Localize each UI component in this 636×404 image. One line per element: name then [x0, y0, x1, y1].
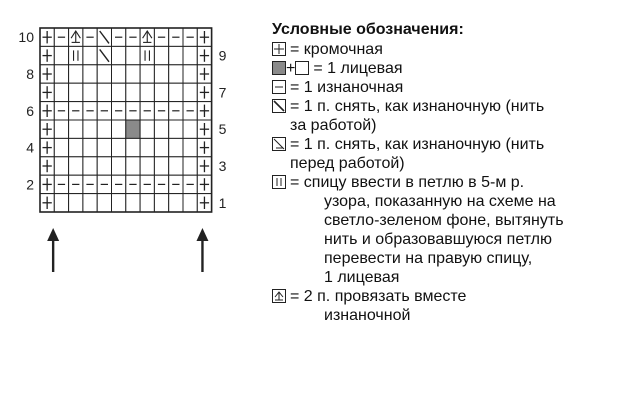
chart-cell: [197, 138, 211, 156]
chart-cell: [154, 194, 168, 212]
chart-cell: [154, 138, 168, 156]
chart-cell: [154, 175, 168, 193]
chart-cell: [83, 65, 97, 83]
chart-cell: [126, 175, 140, 193]
chart-cell: [183, 194, 197, 212]
chart-cell: [140, 120, 154, 138]
chart-cell: [197, 102, 211, 120]
chart-cell: [169, 138, 183, 156]
chart-cell: [126, 194, 140, 212]
chart-cell: [140, 102, 154, 120]
chart-cell: [197, 65, 211, 83]
chart-cell: [140, 28, 154, 46]
chart-cell: [183, 120, 197, 138]
row-number-left: 10: [18, 29, 34, 46]
chart-cell: [69, 65, 83, 83]
chart-cell: [40, 28, 54, 46]
legend-text: = кромочная: [290, 41, 383, 58]
chart-cell: [197, 28, 211, 46]
legend-text: узора, показанную на схеме на: [324, 193, 556, 210]
legend-item-k2tog: [272, 287, 632, 325]
chart-cell: [169, 102, 183, 120]
chart-cell: [169, 65, 183, 83]
chart-cell: [69, 175, 83, 193]
shaded-square-icon: [272, 61, 286, 75]
chart-cell: [183, 138, 197, 156]
legend-text: перевести на правую спицу,: [324, 250, 533, 267]
chart-cell: [83, 83, 97, 101]
chart-cell: [154, 46, 168, 64]
purl-icon: [272, 80, 286, 94]
empty-square-icon: [295, 61, 309, 75]
chart-cell: [197, 83, 211, 101]
chart-cell: [40, 175, 54, 193]
legend-text: = 1 п. снять, как изнаночную (нить: [290, 136, 545, 153]
legend-text: = 1 лицевая: [313, 60, 403, 77]
arrow-head-icon: [196, 228, 208, 241]
chart-cell: [54, 46, 68, 64]
legend-item-needle: [272, 173, 632, 287]
chart-cell: [97, 83, 111, 101]
chart-cell: [154, 157, 168, 175]
chart-cell: [183, 157, 197, 175]
chart-cell: [40, 102, 54, 120]
chart-cell: [54, 28, 68, 46]
chart-cell: [169, 120, 183, 138]
chart-cell: [83, 120, 97, 138]
chart-cell: [69, 157, 83, 175]
chart-cell: [40, 194, 54, 212]
row-number-right: 5: [218, 121, 227, 138]
chart-cell: [126, 83, 140, 101]
chart-cell: [112, 120, 126, 138]
chart-cell: [69, 46, 83, 64]
chart-cell: [126, 138, 140, 156]
legend-text: 1 лицевая: [324, 269, 400, 286]
row-number-left: 4: [26, 139, 34, 156]
chart-cell: [154, 28, 168, 46]
chart-cell: [40, 46, 54, 64]
row-number-left: 2: [26, 176, 34, 193]
chart-cell: [169, 194, 183, 212]
chart-cell: [97, 194, 111, 212]
chart-cell: [197, 175, 211, 193]
legend-item-slip-back: [272, 97, 632, 135]
knitting-chart: [0, 0, 270, 300]
chart-cell: [112, 46, 126, 64]
chart-cell: [69, 102, 83, 120]
chart-cell: [69, 83, 83, 101]
chart-cell: [83, 175, 97, 193]
legend-text: за работой): [290, 117, 377, 134]
chart-cell: [183, 175, 197, 193]
legend-text: изнаночной: [324, 307, 411, 324]
legend-text: нить и образовавшуюся петлю: [324, 231, 553, 248]
chart-cell: [69, 28, 83, 46]
chart-cell: [154, 102, 168, 120]
chart-cell: [126, 46, 140, 64]
chart-cell: [112, 83, 126, 101]
chart-cell: [97, 28, 111, 46]
legend-text: = 2 п. провязать вместе: [290, 288, 467, 305]
legend-item-knit: [272, 59, 632, 78]
chart-cell: [97, 157, 111, 175]
chart-cell: [126, 157, 140, 175]
chart-cell: [112, 138, 126, 156]
needle-insert-icon: [272, 175, 286, 189]
chart-cell: [97, 120, 111, 138]
chart-cell: [97, 102, 111, 120]
chart-cell: [40, 65, 54, 83]
chart-cell: [154, 83, 168, 101]
chart-cell: [183, 65, 197, 83]
edge-stitch-icon: [272, 42, 286, 56]
chart-cell: [183, 102, 197, 120]
chart-cell: [83, 28, 97, 46]
chart-cell: [40, 138, 54, 156]
chart-cell: [83, 194, 97, 212]
chart-cell: [97, 138, 111, 156]
chart-cell: [169, 157, 183, 175]
row-number-right: 1: [218, 194, 227, 211]
chart-cell: [54, 194, 68, 212]
row-number-right: 7: [218, 84, 227, 101]
chart-cell: [140, 157, 154, 175]
chart-cell: [69, 120, 83, 138]
chart-cell: [126, 65, 140, 83]
chart-cell: [54, 120, 68, 138]
chart-cell: [169, 83, 183, 101]
chart-cell: [197, 157, 211, 175]
legend-item-edge: [272, 40, 632, 59]
chart-cell: [83, 102, 97, 120]
chart-cell: [40, 157, 54, 175]
chart-cell: [197, 46, 211, 64]
chart-cell: [126, 28, 140, 46]
chart-cell: [183, 83, 197, 101]
chart-cell: [69, 138, 83, 156]
chart-cell: [140, 46, 154, 64]
chart-cell: [97, 175, 111, 193]
chart-cell: [40, 120, 54, 138]
k2tog-purl-icon: [272, 289, 286, 303]
slip-back-icon: [272, 99, 286, 113]
row-number-left: 6: [26, 102, 34, 119]
row-number-right: 3: [218, 158, 227, 174]
chart-cell: [112, 157, 126, 175]
chart-cell: [83, 157, 97, 175]
chart-cell: [169, 175, 183, 193]
chart-cell: [169, 46, 183, 64]
chart-cell: [140, 138, 154, 156]
chart-cell: [54, 83, 68, 101]
chart-cell: [83, 46, 97, 64]
chart-cell: [183, 28, 197, 46]
legend-text: перед работой): [290, 155, 405, 172]
chart-cell: [169, 28, 183, 46]
chart-cell: [83, 138, 97, 156]
chart-cell: [197, 120, 211, 138]
legend-item-slip-front: [272, 135, 632, 173]
legend-text: светло-зеленом фоне, вытянуть: [324, 212, 564, 229]
chart-cell: [112, 65, 126, 83]
chart-cell: [54, 157, 68, 175]
chart-cell: [54, 175, 68, 193]
row-number-right: 9: [218, 47, 227, 64]
chart-cell: [140, 175, 154, 193]
chart-cell: [54, 102, 68, 120]
chart-cell: [154, 65, 168, 83]
legend-text: = 1 п. снять, как изнаночную (нить: [290, 98, 545, 115]
legend-text: = 1 изнаночная: [290, 79, 404, 96]
chart-cell: [54, 138, 68, 156]
chart-cell: [112, 175, 126, 193]
slip-front-icon: [272, 137, 286, 151]
chart-cell: [112, 194, 126, 212]
chart-cell: [140, 65, 154, 83]
chart-cell: [154, 120, 168, 138]
legend: [272, 20, 632, 325]
chart-cell: [112, 102, 126, 120]
chart-cell: [183, 46, 197, 64]
chart-cell: [126, 102, 140, 120]
row-number-left: 8: [26, 66, 34, 82]
legend-text: = спицу ввести в петлю в 5-м р.: [290, 174, 525, 191]
chart-cell: [140, 83, 154, 101]
arrow-head-icon: [47, 228, 59, 241]
chart-cell: [197, 194, 211, 212]
chart-cell: [97, 65, 111, 83]
chart-cell: [40, 83, 54, 101]
chart-cell: [54, 65, 68, 83]
chart-cell: [69, 194, 83, 212]
legend-plus: +: [286, 60, 296, 77]
chart-cell: [97, 46, 111, 64]
legend-item-purl: [272, 78, 632, 97]
chart-cell: [112, 28, 126, 46]
legend-title: Условные обозначения:: [272, 21, 464, 38]
chart-cell: [126, 120, 140, 138]
chart-cell: [140, 194, 154, 212]
